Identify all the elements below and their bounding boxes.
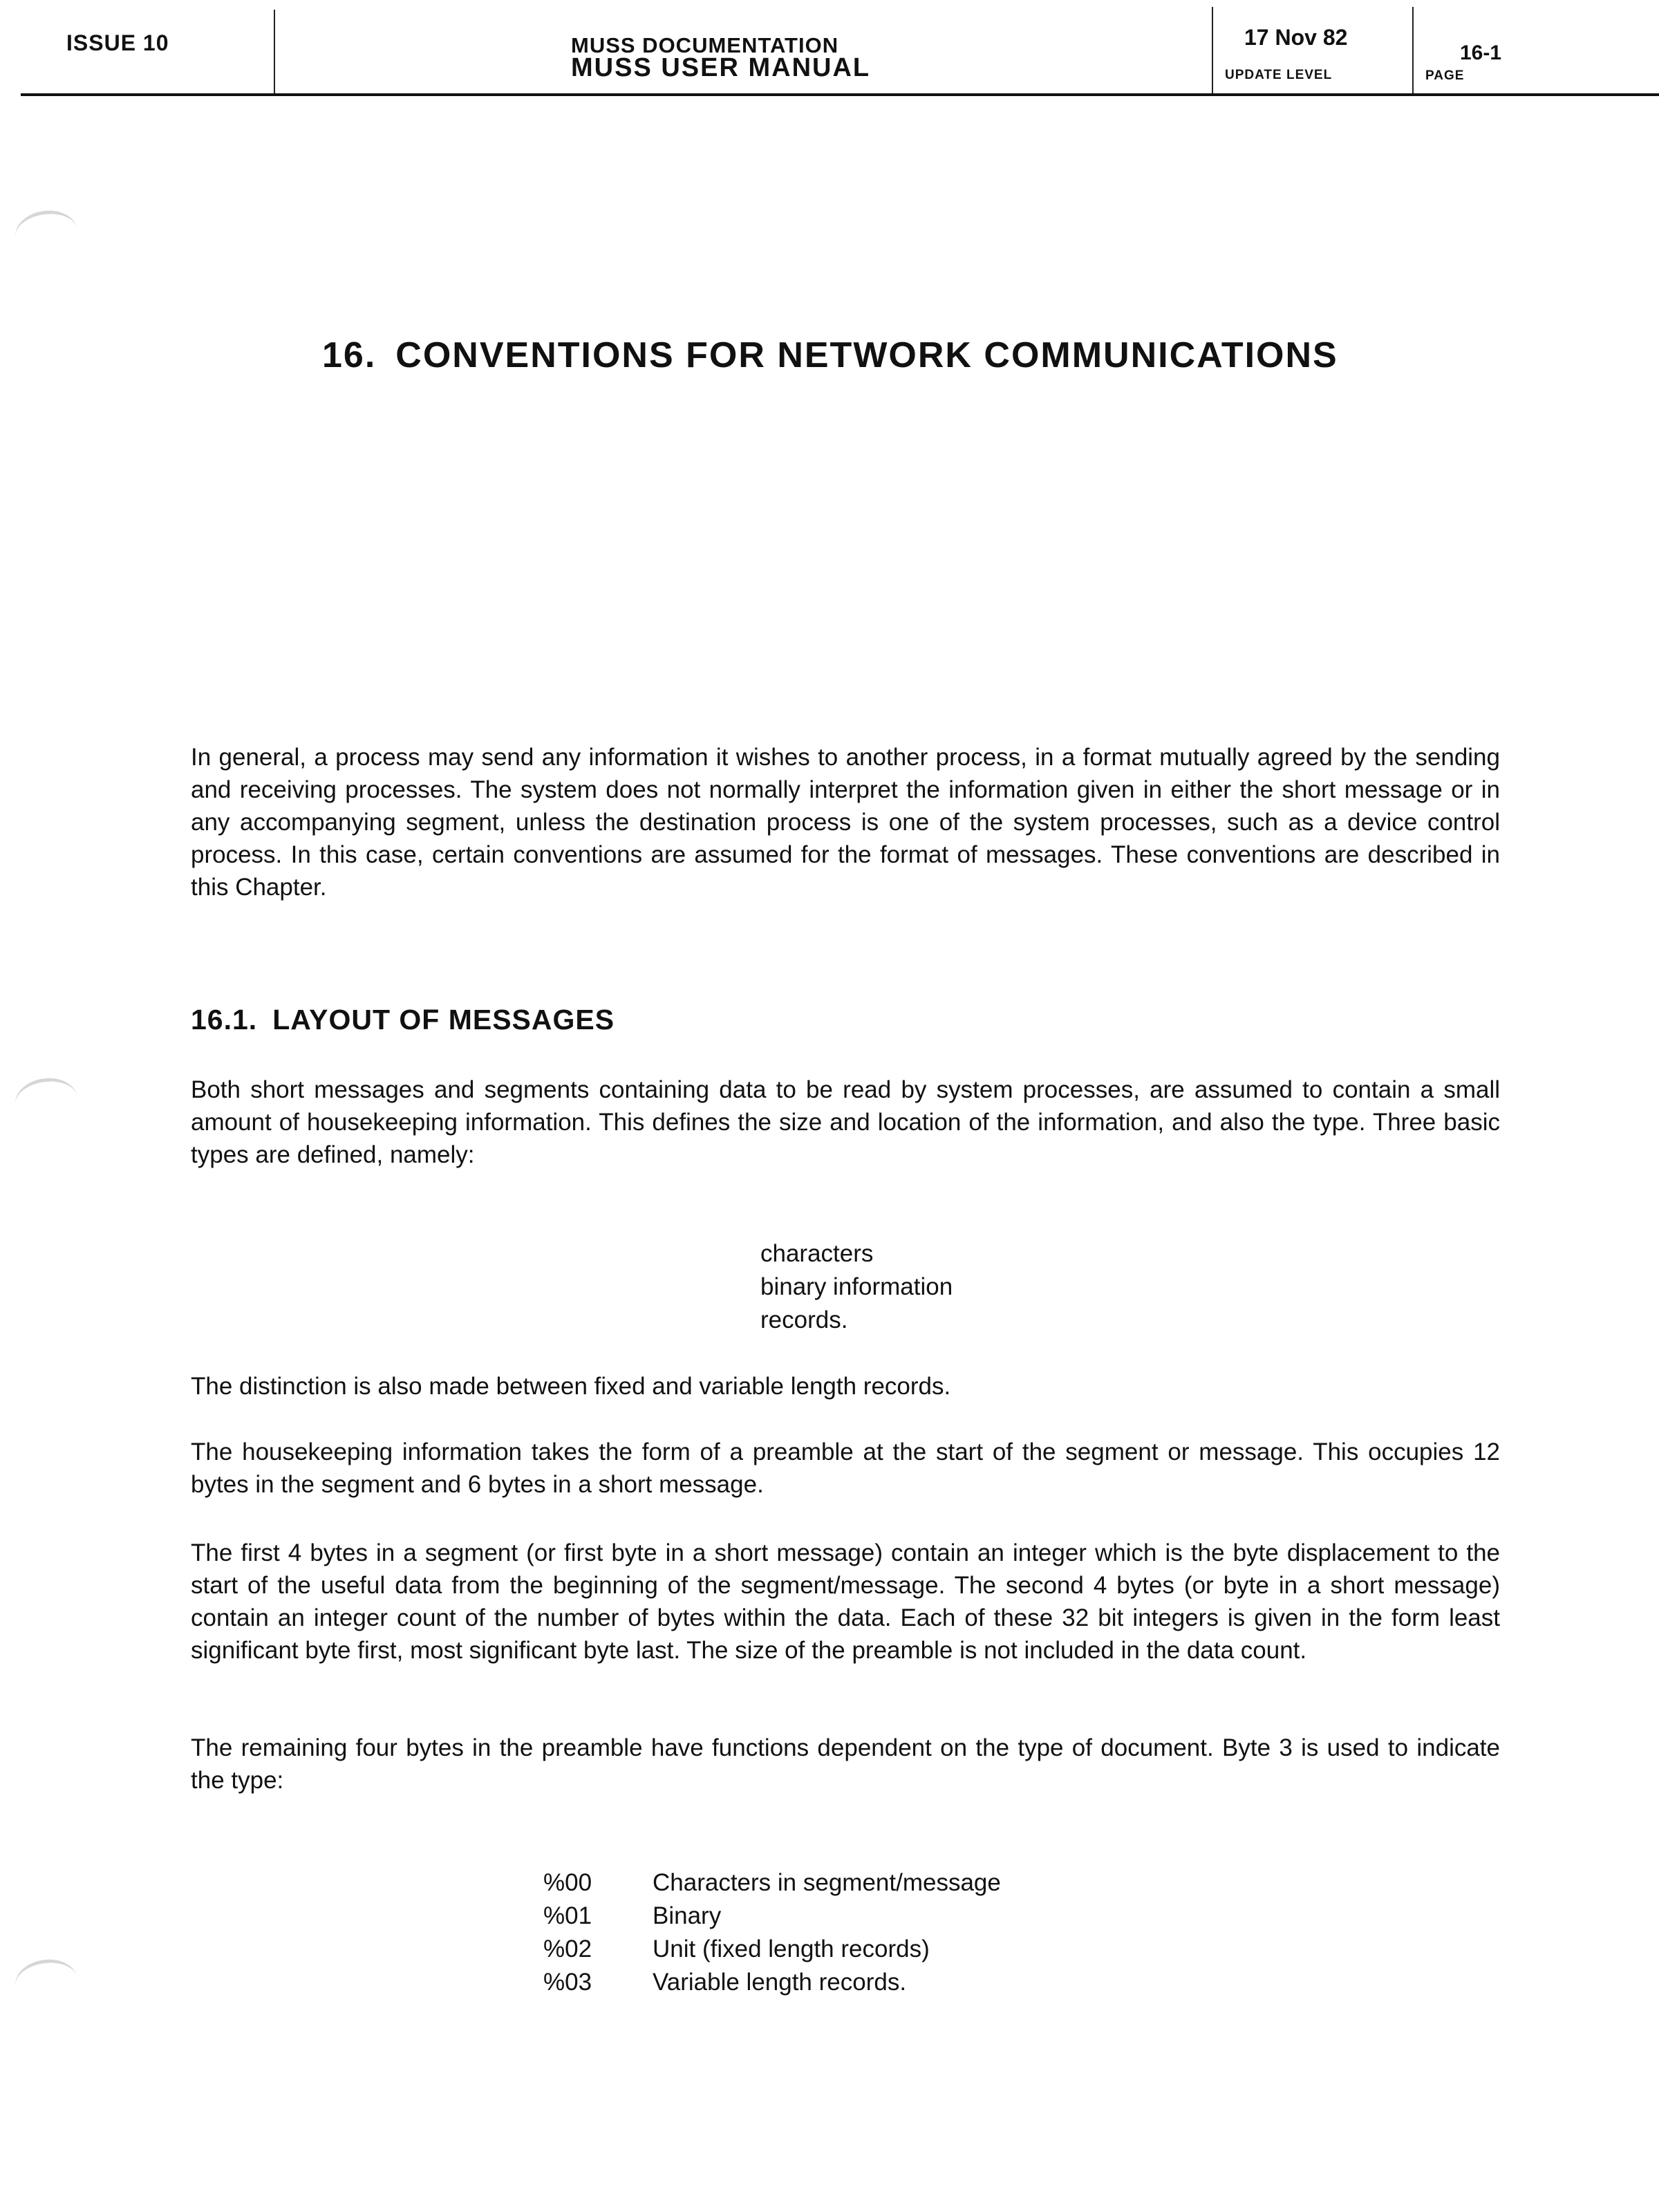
type-description: Unit (fixed length records): [653, 1936, 930, 1962]
section-number: 16.1.: [191, 1004, 258, 1035]
table-row: [543, 1866, 1001, 1900]
document-title: MUSS USER MANUAL: [571, 53, 871, 82]
type-description: Characters in segment/message: [653, 1869, 1001, 1896]
table-row: [543, 1966, 1001, 1999]
binder-hole-mark: [12, 1956, 80, 2009]
body-paragraph: The distinction is also made between fixed and variable length records.: [191, 1373, 951, 1400]
issue-label: ISSUE 10: [66, 30, 169, 55]
list-item: binary information: [760, 1273, 953, 1300]
header-divider: [1212, 7, 1213, 94]
basic-types-list: [760, 1237, 953, 1337]
table-row: [543, 1900, 1001, 1933]
binder-hole-mark: [12, 1074, 80, 1127]
intro-paragraph: In general, a process may send any information it wishes to another process, in a format mutually agreed by the sending and receiving processes. The system does not normally interpret the information given in either the short message or in any accompanying segment, unless the destination process is one of the system processes, such as a device control process. In this case, certain conventions are assumed for the format of messages. These conventions are described in this Chapter.: [191, 744, 1500, 901]
type-description: Variable length records.: [653, 1969, 907, 1996]
list-item: characters: [760, 1240, 874, 1267]
chapter-number: 16.: [322, 335, 377, 375]
header-divider: [274, 10, 275, 94]
update-date: 17 Nov 82: [1244, 25, 1348, 50]
document-series: MUSS DOCUMENTATION: [571, 33, 839, 57]
body-paragraph: The housekeeping information takes the form of a preamble at the start of the segment or message. This occupies 12 bytes in the segment and 6 bytes in a short message.: [191, 1438, 1500, 1498]
table-row: [543, 1933, 1001, 1966]
type-code: %03: [543, 1969, 592, 1996]
section-heading: [191, 1004, 615, 1036]
page-label: PAGE: [1425, 68, 1465, 83]
document-title-block: [571, 33, 871, 82]
type-code: %00: [543, 1869, 592, 1896]
update-level-label: UPDATE LEVEL: [1225, 68, 1333, 82]
type-code: %02: [543, 1936, 592, 1962]
type-code: %01: [543, 1902, 592, 1929]
body-paragraph: The first 4 bytes in a segment (or first byte in a short message) contain an integer which is the byte displacement to the start of the useful data from the beginning of the segment/message. The second 4 bytes (or byte in a short message) contain an integer count of the number of bytes within the data. Each of these 32 bit integers is given in the form least significant byte first, most significant byte last. The size of the preamble is not included in the data count.: [191, 1539, 1500, 1664]
body-paragraph: Both short messages and segments containing data to be read by system processes, are assumed to contain a small amount of housekeeping information. This defines the size and location of the information, and also the type. Three basic types are defined, namely:: [191, 1076, 1500, 1168]
section-title: LAYOUT OF MESSAGES: [272, 1004, 615, 1035]
header-rule: [21, 93, 1659, 96]
header-divider: [1412, 7, 1414, 94]
list-item: records.: [760, 1306, 848, 1333]
chapter-title: [322, 335, 1338, 376]
chapter-title-text: CONVENTIONS FOR NETWORK COMMUNICATIONS: [395, 335, 1338, 375]
body-paragraph: The remaining four bytes in the preamble have functions dependent on the type of document. Byte 3 is used to indicate the type:: [191, 1734, 1500, 1794]
type-description: Binary: [653, 1902, 722, 1929]
page-number: 16-1: [1460, 41, 1502, 64]
type-code-table: [543, 1866, 1001, 1999]
binder-hole-mark: [12, 207, 80, 260]
